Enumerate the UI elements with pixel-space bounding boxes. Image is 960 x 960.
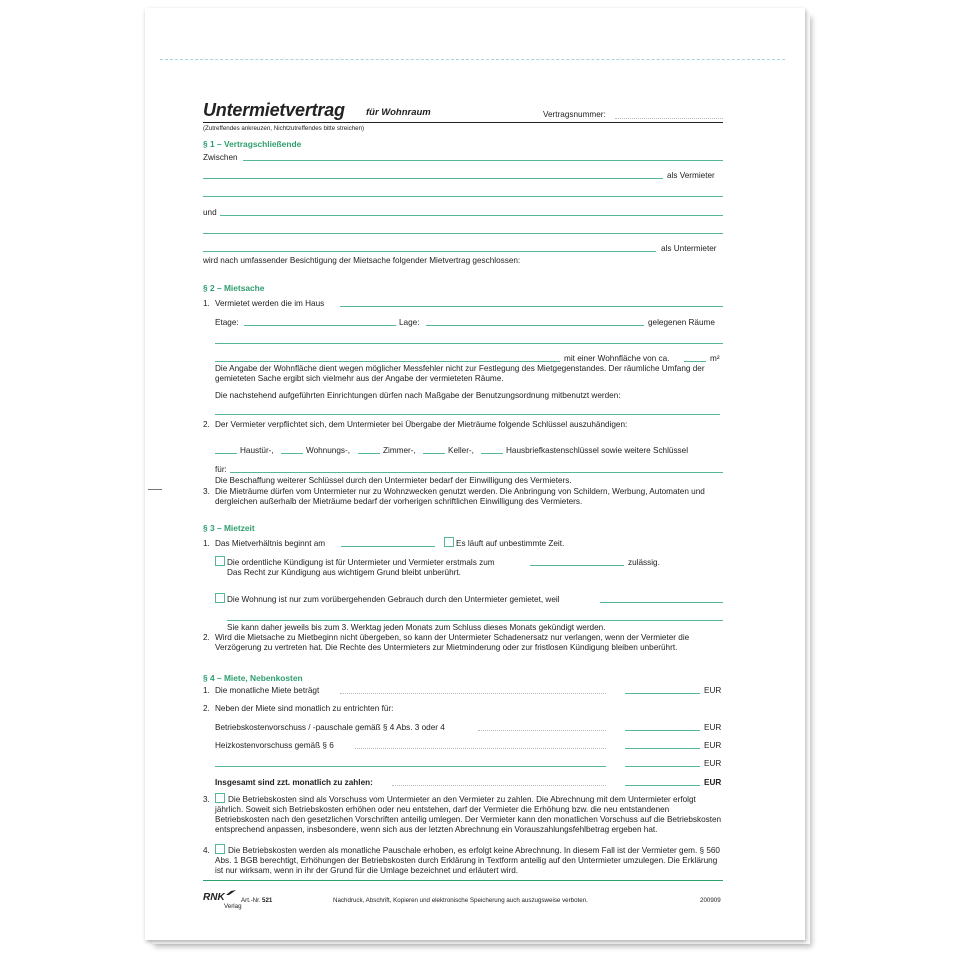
total-guide-line [392, 785, 606, 786]
key-count-field[interactable] [481, 453, 503, 454]
item-number: 1. [203, 686, 210, 695]
article-number: 521 [262, 897, 273, 904]
article-label: Art.-Nr. [241, 897, 261, 904]
subtenant-address-field[interactable] [203, 233, 723, 234]
area-note: Die Angabe der Wohnfläche dient wegen möglicher Messfehler nicht zur Festlegung des Mietgegenstandes. Der räumliche Umfang der gemieteten Sache ergibt sich vielmehr aus der Angabe der vermieteten Räume. [215, 364, 705, 383]
publisher-logo-subtext: Verlag [224, 903, 242, 910]
indefinite-checkbox[interactable] [444, 537, 454, 547]
between-label: Zwischen [203, 153, 238, 162]
use-text: Die Mieträume dürfen vom Untermieter nur zu Wohnzwecken genutzt werden. Die Anbringung von Schildern, Werbung, Automaten und dergleichen außerhalb der Mieträume bedarf der vorherigen schriftlichen Einwilligung des Vermieters. [215, 487, 705, 506]
item-number: 2. [203, 704, 210, 713]
fold-mark [148, 489, 162, 490]
handover-text: Wird die Mietsache zu Mietbeginn nicht übergeben, so kann der Untermieter Schadenersatz nur verlangen, wenn der Vermieter die Verzögerung zu vertreten hat. Die Rechte des Untermieters zur Mietminderung oder zur fristlosen Kündigung bleiben unberührt. [215, 633, 690, 652]
publisher-logo-text: RNK [203, 892, 225, 903]
operating-costs-label: Betriebskostenvorschuss / -pauschale gemäß § 4 Abs. 3 oder 4 [215, 723, 445, 732]
key-count-field[interactable] [423, 453, 445, 454]
item-number: 3. [203, 795, 210, 804]
temporary-checkbox[interactable] [215, 593, 225, 603]
monthly-notice-text: Sie kann daher jeweils bis zum 3. Werktag jeden Monats zum Schluss dieses Monats gekündigt werden. [227, 623, 606, 632]
flat-rate-text: Die Betriebskosten werden als monatliche Pauschale erhoben, es erfolgt keine Abrechnung. In diesem Fall ist der Vermieter gem. § 560 Abs. 1 BGB berechtigt, Erhöhungen der Betriebskosten durch Erklärung in Textform anteilig auf den Untermieter umzulegen. Die Erklärung ist nur wirksam, wenn in ihr der Grund für die Umlage bezeichnet und erläutert wird. [215, 846, 720, 875]
instruction-note: (Zutreffendes ankreuzen, Nichtzutreffendes bitte streichen) [203, 125, 365, 132]
perforation-line [160, 59, 785, 60]
total-label: Insgesamt sind zzt. monatlich zu zahlen: [215, 778, 373, 787]
item-number: 3. [203, 487, 210, 496]
permitted-label: zulässig. [628, 558, 660, 567]
for-label: für: [215, 465, 227, 474]
floor-label: Etage: [215, 318, 239, 327]
more-keys-text: Die Beschaffung weiterer Schlüssel durch den Untermieter bedarf der Einwilligung des Vermieters. [215, 476, 572, 485]
start-label: Das Mietverhältnis beginnt am [215, 539, 326, 548]
rent-label: Die monatliche Miete beträgt [215, 686, 320, 695]
unit-label: m² [710, 354, 720, 363]
additional-costs-label: Neben der Miete sind monatlich zu entrichten für: [215, 704, 394, 713]
rooms-label: gelegenen Räume [648, 318, 715, 327]
item-number: 1. [203, 299, 210, 308]
living-area-field[interactable] [684, 361, 706, 362]
form-subtitle: für Wohnraum [366, 107, 431, 118]
subtenant-label: als Untermieter [661, 244, 717, 253]
floor-field[interactable] [244, 325, 396, 326]
header-rule [203, 122, 723, 123]
publisher-logo [203, 892, 225, 903]
location-label: Lage: [399, 318, 420, 327]
key-count-field[interactable] [215, 453, 237, 454]
important-reason-text: Das Recht zur Kündigung aus wichtigem Grund bleibt unberührt. [227, 568, 461, 577]
notice-date-field[interactable] [530, 565, 624, 566]
notice-checkbox[interactable] [215, 556, 225, 566]
form-code: 200909 [700, 897, 721, 904]
landlord-address-field[interactable] [203, 178, 663, 179]
temporary-reason-field[interactable] [600, 602, 723, 603]
item-number: 1. [203, 539, 210, 548]
location-field[interactable] [426, 325, 644, 326]
key-count-field[interactable] [281, 453, 303, 454]
keys-text: Der Vermieter verpflichtet sich, dem Untermieter bei Übergabe der Mieträume folgende Schlüssel auszuhändigen: [215, 420, 628, 429]
closing-text: wird nach umfassender Besichtigung der Mietsache folgender Mietvertrag geschlossen: [203, 256, 521, 265]
key-count-field[interactable] [358, 453, 380, 454]
landlord-extra-field[interactable] [203, 196, 723, 197]
heating-costs-field[interactable] [625, 748, 700, 749]
other-costs-field[interactable] [215, 766, 606, 767]
house-field[interactable] [340, 306, 723, 307]
operating-guide-line [478, 730, 606, 731]
rooms-field[interactable] [215, 343, 723, 344]
currency-label: EUR [704, 778, 722, 787]
heating-guide-line [355, 748, 606, 749]
section-4-heading: § 4 – Miete, Nebenkosten [203, 673, 303, 683]
total-amount-field[interactable] [625, 785, 700, 786]
currency-label: EUR [704, 686, 722, 695]
key-label: Zimmer-, [383, 446, 416, 455]
key-label: Haustür-, [240, 446, 274, 455]
copyright-notice: Nachdruck, Abschrift, Kopieren und elektronische Speicherung auch auszugsweise verboten. [333, 897, 588, 904]
and-label: und [203, 208, 217, 217]
key-label: Keller-, [448, 446, 474, 455]
temporary-reason-extra-field[interactable] [227, 620, 723, 621]
subtenant-name-field[interactable] [220, 215, 723, 216]
start-date-field[interactable] [341, 546, 435, 547]
item-number: 2. [203, 633, 210, 642]
contract-number-label: Vertragsnummer: [543, 110, 606, 119]
currency-label: EUR [704, 741, 722, 750]
key-label: Hausbriefkastenschlüssel sowie weitere Schlüssel [506, 446, 689, 455]
facilities-field[interactable] [215, 414, 720, 415]
notice-label: Die ordentliche Kündigung ist für Untermieter und Vermieter erstmals zum [227, 558, 495, 567]
currency-label: EUR [704, 759, 722, 768]
form-title: Untermietvertrag [203, 100, 345, 120]
key-label: Wohnungs-, [306, 446, 350, 455]
other-costs-amount-field[interactable] [625, 766, 700, 767]
living-area-label: mit einer Wohnfläche von ca. [564, 354, 670, 363]
rent-amount-field[interactable] [625, 693, 700, 694]
rented-house-label: Vermietet werden die im Haus [215, 299, 325, 308]
heating-costs-label: Heizkostenvorschuss gemäß § 6 [215, 741, 334, 750]
section-3-heading: § 3 – Mietzeit [203, 523, 255, 533]
footer-rule [203, 880, 723, 881]
currency-label: EUR [704, 723, 722, 732]
advance-payment-text: Die Betriebskosten sind als Vorschuss vom Untermieter an den Vermieter zu zahlen. Die Abrechnung mit dem Untermieter erfolgt jährlich. Soweit sich Betriebskosten erhöhen oder neu entstehen, darf der Vermieter die Erhöhung bzw. die neu entstandenen Betriebskosten nach den gesetzlichen Vorschriften anteilig umlegen. Der Vermieter kann den monatlichen Vorschuss auf die Betriebskosten entsprechend anpassen, insbesondere, wenn sich aus der letzten Abrechnung ein Vorauszahlungsfehlbetrag ergeben hat. [215, 795, 722, 834]
keys-purpose-field[interactable] [230, 472, 723, 473]
subtenant-extra-field[interactable] [203, 251, 656, 252]
indefinite-label: Es läuft auf unbestimmte Zeit. [456, 539, 565, 548]
temporary-label: Die Wohnung ist nur zum vorübergehenden Gebrauch durch den Untermieter gemietet, weil [227, 595, 560, 604]
operating-costs-field[interactable] [625, 730, 700, 731]
rent-guide-line [340, 693, 606, 694]
item-number: 4. [203, 846, 210, 855]
section-2-heading: § 2 – Mietsache [203, 283, 265, 293]
landlord-name-field[interactable] [243, 160, 723, 161]
contract-number-field[interactable] [615, 118, 723, 119]
bird-icon [226, 890, 236, 896]
section-1-heading: § 1 – Vertragschließende [203, 139, 302, 149]
facilities-text: Die nachstehend aufgeführten Einrichtungen dürfen nach Maßgabe der Benutzungsordnung mitbenutzt werden: [215, 391, 621, 400]
landlord-label: als Vermieter [667, 171, 715, 180]
rooms-extra-field[interactable] [215, 361, 560, 362]
item-number: 2. [203, 420, 210, 429]
